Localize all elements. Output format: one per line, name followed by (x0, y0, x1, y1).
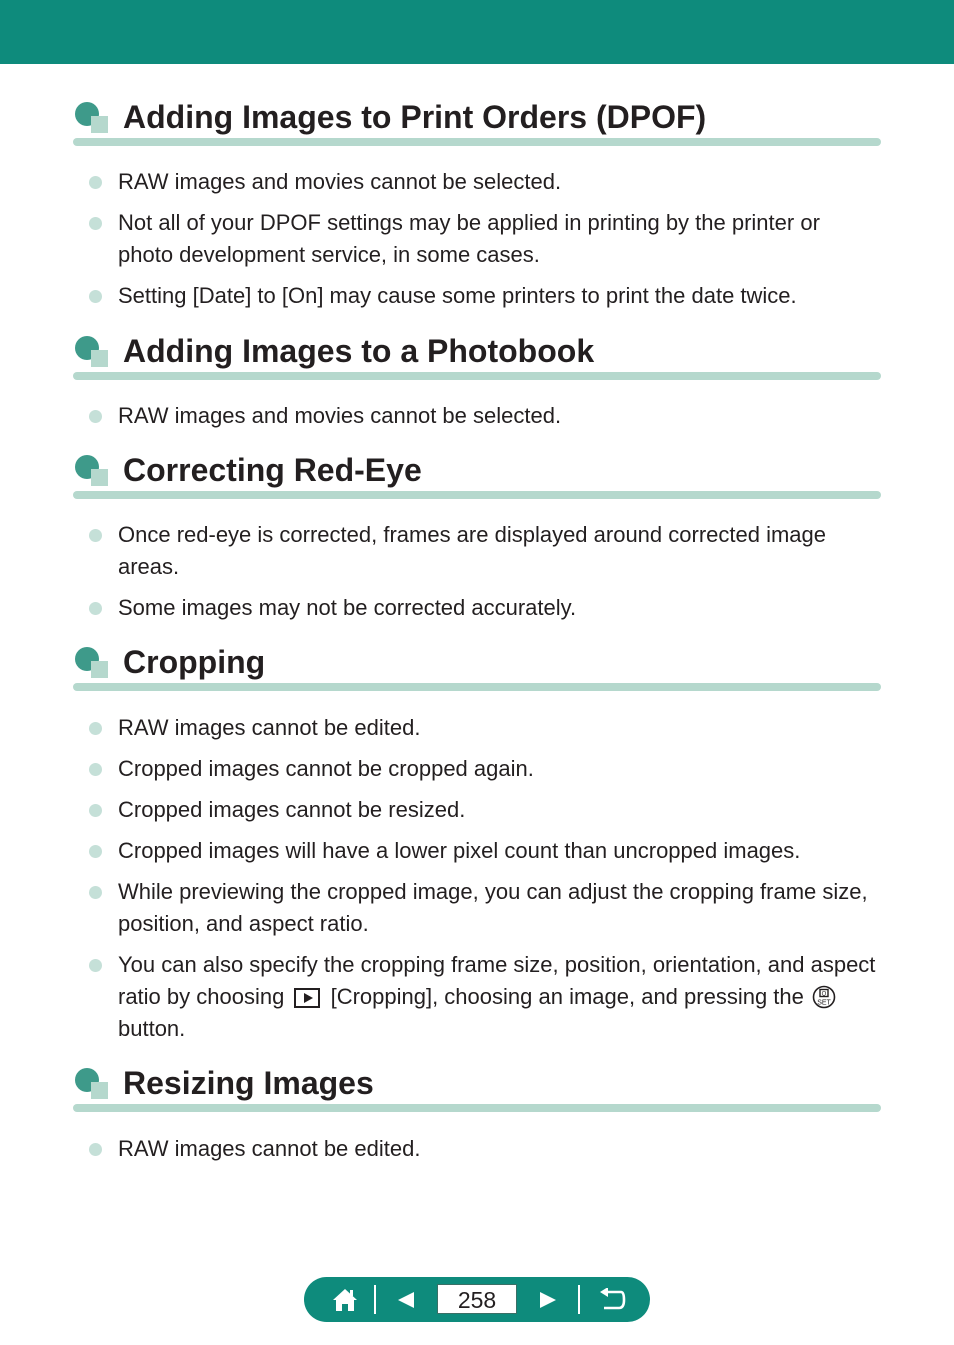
list-item: Cropped images cannot be cropped again. (73, 753, 881, 785)
bullet-icon (89, 217, 102, 230)
section-divider (73, 138, 881, 146)
section-photobook (73, 332, 881, 432)
section-title: Cropping (123, 644, 266, 680)
list-item: RAW images cannot be edited. (73, 1133, 881, 1165)
list-item: Not all of your DPOF settings may be applied in printing by the printer or photo development service, in some cases. (73, 207, 881, 271)
list-item: RAW images and movies cannot be selected. (73, 400, 881, 432)
back-button[interactable] (584, 1277, 640, 1322)
bullet-icon (89, 763, 102, 776)
bullet-list (73, 1133, 881, 1165)
section-marker-icon (75, 647, 111, 681)
list-item: Some images may not be corrected accurately. (73, 592, 881, 624)
section-marker-icon (75, 336, 111, 370)
bullet-icon (89, 845, 102, 858)
bullet-list (73, 712, 881, 1045)
list-item: While previewing the cropped image, you can adjust the cropping frame size, position, and aspect ratio. (73, 876, 881, 940)
prev-page-button[interactable] (380, 1277, 432, 1322)
section-marker-icon (75, 455, 111, 489)
list-item: RAW images and movies cannot be selected. (73, 166, 881, 198)
section-title: Adding Images to a Photobook (123, 333, 595, 369)
playback-icon (294, 988, 320, 1008)
next-page-button[interactable] (522, 1277, 574, 1322)
bullet-icon (89, 722, 102, 735)
section-heading (73, 332, 881, 380)
func-set-button-icon (812, 985, 836, 1009)
back-return-icon (598, 1288, 626, 1312)
list-item: RAW images cannot be edited. (73, 712, 881, 744)
section-divider (73, 683, 881, 691)
nav-divider (374, 1285, 376, 1314)
section-cropping (73, 643, 881, 1045)
list-item: Once red-eye is corrected, frames are displayed around corrected image areas. (73, 519, 881, 583)
list-item: You can also specify the cropping frame size, position, orientation, and aspect ratio by choosing [Cropping], choosing an image, and pressing the Q SET button. (73, 949, 881, 1045)
bullet-icon (89, 176, 102, 189)
home-icon (331, 1287, 359, 1313)
bullet-icon (89, 886, 102, 899)
bullet-icon (89, 290, 102, 303)
section-divider (73, 372, 881, 380)
section-divider (73, 491, 881, 499)
next-arrow-icon (538, 1290, 558, 1310)
list-item: Cropped images will have a lower pixel count than uncropped images. (73, 835, 881, 867)
section-marker-icon (75, 102, 111, 136)
bullet-list (73, 400, 881, 432)
bullet-list (73, 166, 881, 312)
section-red-eye (73, 451, 881, 624)
section-print-orders (73, 98, 881, 312)
svg-text:SET: SET (817, 999, 831, 1007)
section-marker-icon (75, 1068, 111, 1102)
prev-arrow-icon (396, 1290, 416, 1310)
list-item: Setting [Date] to [On] may cause some printers to print the date twice. (73, 280, 881, 312)
section-title: Correcting Red-Eye (123, 452, 422, 488)
bullet-icon (89, 959, 102, 972)
bullet-icon (89, 1143, 102, 1156)
header-bar (0, 0, 954, 64)
section-resizing (73, 1064, 881, 1165)
section-heading (73, 643, 881, 691)
bullet-icon (89, 804, 102, 817)
bullet-icon (89, 529, 102, 542)
section-divider (73, 1104, 881, 1112)
page-navigation (304, 1277, 650, 1322)
bullet-icon (89, 410, 102, 423)
bullet-icon (89, 602, 102, 615)
section-heading (73, 1064, 881, 1112)
bullet-list (73, 519, 881, 624)
section-heading (73, 98, 881, 146)
svg-text:Q: Q (821, 991, 827, 998)
section-title: Resizing Images (123, 1065, 374, 1101)
list-item: Cropped images cannot be resized. (73, 794, 881, 826)
nav-divider (578, 1285, 580, 1314)
home-button[interactable] (318, 1277, 372, 1322)
section-heading (73, 451, 881, 499)
page-number: 258 (437, 1284, 517, 1314)
section-title: Adding Images to Print Orders (DPOF) (123, 99, 707, 135)
